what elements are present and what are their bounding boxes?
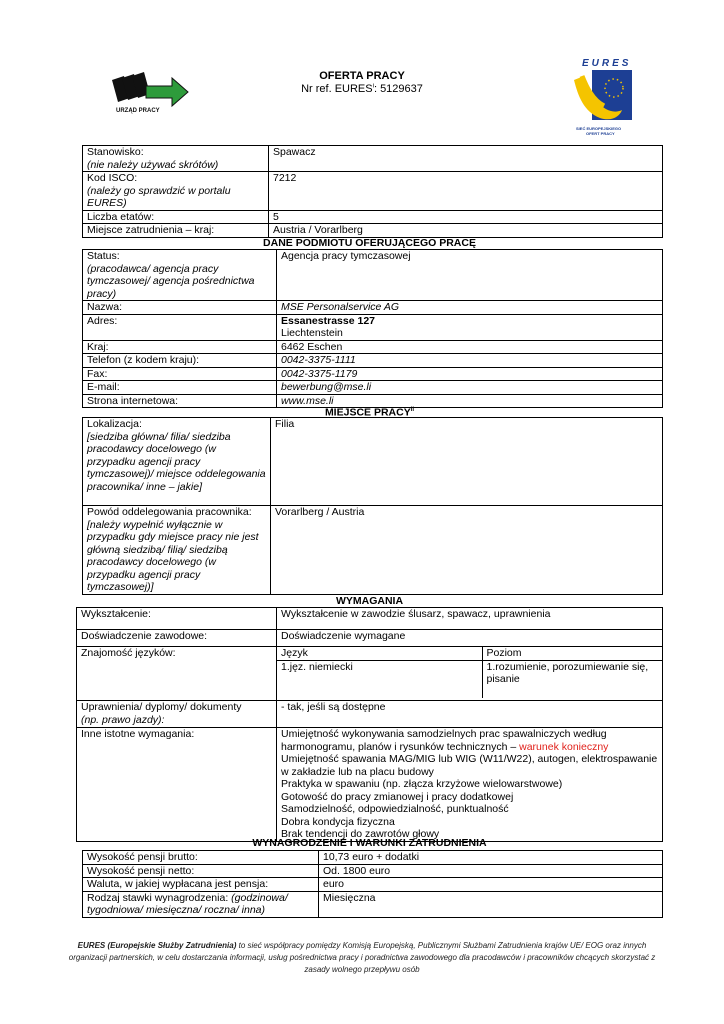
nazwa-label: Nazwa: [83,301,277,315]
inne-paragraph-1: Umiejętność wykonywania samodzielnych prac spawalniczych według harmonogramu, planów i rysunków technicznych – warunek konieczny [281,728,609,753]
adres-line1: Essanestrasse 127 [281,314,375,327]
doswiadczenie-value: Doświadczenie wymagane [277,630,663,647]
footer-note: EURES (Europejskie Służby Zatrudnienia) to sieć współpracy pomiędzy Komisją Europejską, Publicznymi Służbami Zatrudnienia krajów UE/ EOG oraz innych organizacji partnerskich, w celu dostarczania informacji, usług pośrednictwa pracy i poradnictwa zawodowego dla pracodawców i pracowników chcących skorzystać z zasady wolnego przepływu osób [68,941,656,974]
inne-line: Umiejętność spawania MAG/MIG lub WIG (W11/W22), autogen, elektrospawanie w zakładzie lub na placu budowy [281,753,658,778]
wyksztalcenie-value: Wykształcenie w zawodzie ślusarz, spawacz, uprawnienia [277,608,663,630]
etaty-label: Liczba etatów: [83,210,269,224]
netto-label: Wysokość pensji netto: [83,864,319,878]
section-heading-requirements: WYMAGANIA [335,595,404,607]
jezyk-column-header: Język [277,647,482,660]
table-row [77,728,663,842]
svg-text:EURES: EURES [582,58,632,69]
adres-line2: Liechtenstein [281,327,343,339]
status-value: Agencja pracy tymczasowej [277,250,663,301]
table-row [83,146,663,172]
stawka-value: Miesięczna [319,891,663,917]
poziom-value: 1.rozumienie, porozumiewanie się, pisanie [486,660,649,685]
isco-label: Kod ISCO: [87,172,138,184]
table-row [83,891,663,917]
table-row [83,367,663,381]
wyksztalcenie-label: Wykształcenie: [77,608,277,630]
table-row [83,224,663,238]
table-row [83,506,663,595]
www-label: Strona internetowa: [83,394,277,408]
svg-text:URZĄD PRACY: URZĄD PRACY [116,108,160,114]
table-row [83,418,663,506]
email-value: bewerbung@mse.li [277,381,663,395]
lokalizacja-note: [siedziba główna/ filia/ siedziba pracodawcy docelowego (w przypadku agencji pracy tymczasowej)/ miejsce oddelegowania pracownika/ inne – jakie] [87,430,266,493]
footer-eures-name: EURES (Europejskie Służby Zatrudnienia) [77,941,237,950]
svg-text:SIEĆ EUROPEJSKIEGO: SIEĆ EUROPEJSKIEGO [576,126,622,131]
inne-label: Inne istotne wymagania: [77,728,277,842]
table-row [83,210,663,224]
inne-line: Samodzielność, odpowiedzialność, punktualność [281,803,509,815]
inne-line: Praktyka w spawaniu (np. złącza krzyżowe wielowarstwowe) [281,778,563,790]
isco-value: 7212 [269,172,663,211]
document-title: OFERTA PRACY [319,70,405,82]
uprawnienia-label: Uprawnienia/ dyplomy/ dokumenty [81,701,242,713]
table-row [83,250,663,301]
doswiadczenie-label: Doświadczenie zawodowe: [77,630,277,647]
status-note: (pracodawca/ agencja pracy tymczasowej/ agencja pośrednictwa pracy) [87,262,255,300]
position-table [82,145,663,238]
telefon-value: 0042-3375-1111 [277,354,663,368]
email-label: E-mail: [83,381,277,395]
table-row [77,701,663,728]
status-label: Status: [87,250,120,262]
adres-label: Adres: [83,314,277,340]
table-row [83,340,663,354]
reference-number: Nr ref. EURES$^i$: 5129637 [301,83,423,95]
table-row [83,301,663,315]
stanowisko-value: Spawacz [269,146,663,172]
kraj-value: 6462 Eschen [277,340,663,354]
fax-value: 0042-3375-1179 [277,367,663,381]
uprawnienia-note: (np. prawo jazdy): [81,713,165,726]
table-row [83,851,663,865]
workplace-table [82,417,663,595]
etaty-value: 5 [269,210,663,224]
fax-label: Fax: [83,367,277,381]
brutto-label: Wysokość pensji brutto: [83,851,319,865]
stanowisko-label: Stanowisko: [87,146,144,158]
table-row [83,172,663,211]
stawka-note: (godzinowa/ tygodniowa/ miesięczna/ roczna/ inna) [87,891,288,916]
table-row [277,647,662,660]
table-row [77,630,663,647]
inne-line: Dobra kondycja fizyczna [281,815,395,828]
table-row [83,354,663,368]
table-row [77,647,663,701]
telefon-label: Telefon (z kodem kraju): [83,354,277,368]
table-row [83,381,663,395]
table-row [83,314,663,340]
powod-value: Vorarlberg / Austria [271,506,663,595]
section-heading-workplace: MIEJSCE PRACY$^{ii}$ [324,406,415,419]
section-heading-employer: DANE PODMIOTU OFERUJĄCEGO PRACĘ [263,237,476,249]
eures-logo [570,56,638,138]
salary-table [82,850,663,918]
powod-label: Powód oddelegowania pracownika: [87,506,252,518]
uprawnienia-value: - tak, jeśli są dostępne [277,701,663,728]
stanowisko-note: (nie należy używać skrótów) [87,158,219,171]
inne-line: Brak tendencji do zawrotów głowy [281,828,440,840]
table-row [83,878,663,892]
jezyk-value: 1.jęz. niemiecki [277,660,482,698]
stawka-label: Rodzaj stawki wynagrodzenia: (godzinowa/ tygodniowa/ miesięczna/ roczna/ inna) [83,891,319,917]
www-value: www.mse.li [277,394,663,408]
waluta-value: euro [319,878,663,892]
languages-table [277,647,662,698]
powod-note: [należy wypełnić wyłącznie w przypadku gdy miejsce pracy nie jest główną siedzibą/ filią/ siedzibą pracodawcy docelowego (w przypadku agencji pracy tymczasowej)] [87,518,259,593]
waluta-label: Waluta, w jakiej wypłacana jest pensja: [83,878,319,892]
nazwa-value: MSE Personalservice AG [277,301,663,315]
jezyki-label: Znajomość języków: [77,647,277,701]
inne-line: Gotowość do pracy zmianowej i pracy dodatkowej [281,790,514,803]
kraj-label: Kraj: [83,340,277,354]
section-heading-salary: WYNAGRODZENIE I WARUNKI ZATRUDNIENIA [252,837,487,849]
isco-note: (należy go sprawdzić w portalu EURES) [87,184,231,209]
employer-table [82,249,663,408]
miejsce-label: Miejsce zatrudnienia – kraj: [83,224,269,238]
table-row [77,608,663,630]
lokalizacja-label: Lokalizacja: [87,418,142,430]
brutto-value: 10,73 euro + dodatki [319,851,663,865]
poziom-column-header: Poziom [482,647,662,660]
urzad-pracy-logo [106,70,190,116]
requirements-table [76,607,663,842]
lokalizacja-value: Filia [271,418,663,506]
table-row [83,864,663,878]
table-row [277,660,662,698]
miejsce-value: Austria / Vorarlberg [269,224,663,238]
netto-value: Od. 1800 euro [319,864,663,878]
svg-text:OFERT PRACY: OFERT PRACY [586,131,615,136]
warunek-konieczny-text: warunek konieczny [519,740,609,753]
